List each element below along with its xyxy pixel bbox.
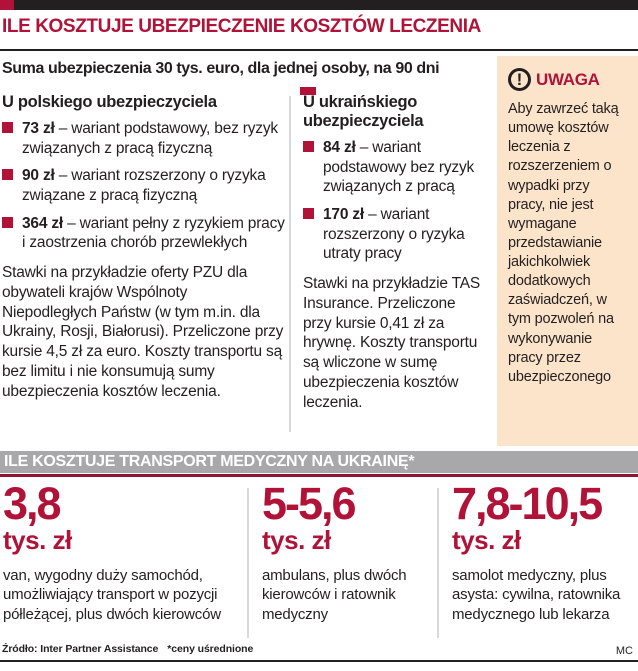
transport-price: 7,8-10,5 [452,478,602,529]
transport-option [452,478,636,625]
subtitle: Suma ubezpieczenia 30 tys. euro, dla jednej osoby, na 90 dni [2,60,440,77]
bullet-square-icon [2,169,13,180]
transport-option [262,478,430,625]
item-description: – wariant rozszerzony o ryzyka związane z pracą fizyczną [22,167,266,204]
ukrainian-insurer-section [303,93,486,413]
price-label: 84 zł [323,138,356,156]
item-description: – wariant rozszerzony o ryzyka utraty pracy [323,205,465,263]
item-description: – wariant podstawowy bez ryzyk związanych z pracą [323,138,475,196]
exclamation-circle-icon [508,68,531,91]
title-divider [0,49,638,51]
notice-label: UWAGA [536,69,600,89]
notice-panel [497,56,638,446]
bullet-square-icon [2,122,13,133]
price-label: 170 zł [323,205,365,223]
column-divider [289,96,291,432]
source-text: Źródło: Inter Partner Assistance [2,643,159,655]
list-item [2,166,286,205]
item-description: – wariant podstawowy, bez ryzyk związanych z pracą fizyczną [22,119,278,157]
column-divider [437,488,439,638]
section-red-rule [0,474,638,477]
notice-text: Aby zawrzeć taką umowę kosztów leczenia z rozszerzeniem o wypadki przy pracy, nie jest wymagane przedstawianie jakichkolwiek dodatkowych zaświadczeń, w tym pozwoleń na wykonywanie pracy przez ubezpieczonego [508,101,619,385]
transport-section-title: ILE KOSZTUJE TRANSPORT MEDYCZNY NA UKRAINĘ* [0,451,638,473]
transport-description: samolot medyczny, plus asysta: cywilna, ratownika medycznego lub lekarza [452,566,621,624]
footnote-text: *ceny uśrednione [167,643,254,655]
transport-price: 5-5,6 [262,478,355,529]
price-label: 73 zł [22,119,55,137]
ukrainian-insurer-heading: U ukraińskiego ubezpieczyciela [303,93,424,130]
bullet-square-icon [303,208,314,219]
list-item [2,214,286,253]
ukrainian-note: Stawki na przykładzie TAS Insurance. Przeliczone przy kursie 0,41 zł za hrywnę. Koszty transportu są wliczone w sumę ubezpieczenia kosztów leczenia. [303,274,481,411]
polish-insurer-section [2,93,286,402]
list-item [303,205,486,264]
polish-note: Stawki na przykładzie oferty PZU dla obywateli krajów Wspólnoty Niepodległych Państw (w tym m.in. dla Ukrainy, Rosji, Białorusi). Przeliczone przy kursie 4,5 zł za euro. Koszty transportu są bez limitu i nie konsumują sumy ubezpieczenia kosztów leczenia. [2,264,284,400]
list-item [2,119,286,158]
price-label: 364 zł [22,214,64,232]
top-bar [0,0,638,10]
column-divider [247,488,249,638]
credit-text: MC [615,645,633,657]
transport-price-unit: tys. zł [3,525,72,555]
price-label: 90 zł [22,167,55,185]
bullet-square-icon [303,141,314,152]
transport-price-unit: tys. zł [452,525,521,555]
bottom-divider [0,660,638,662]
list-item [303,138,486,197]
polish-insurer-heading: U polskiego ubezpieczyciela [2,93,217,111]
transport-description: ambulans, plus dwóch kierowców i ratownik medyczny [262,566,407,624]
transport-option [3,478,241,625]
page-title: ILE KOSZTUJE UBEZPIECZENIE KOSZTÓW LECZENIA [2,16,481,37]
item-description: – wariant pełny z ryzykiem pracy i zaostrzenia chorób przewlekłych [22,214,285,252]
bullet-square-icon [2,217,13,228]
transport-description: van, wygodny duży samochód, umożliwiający transport w pozycji półleżącej, plus dwóch kierowców [3,566,221,624]
red-square-marker [0,0,14,10]
transport-price-unit: tys. zł [262,525,331,555]
source-line [2,643,253,655]
transport-price: 3,8 [3,478,60,529]
notice-header [508,68,630,91]
